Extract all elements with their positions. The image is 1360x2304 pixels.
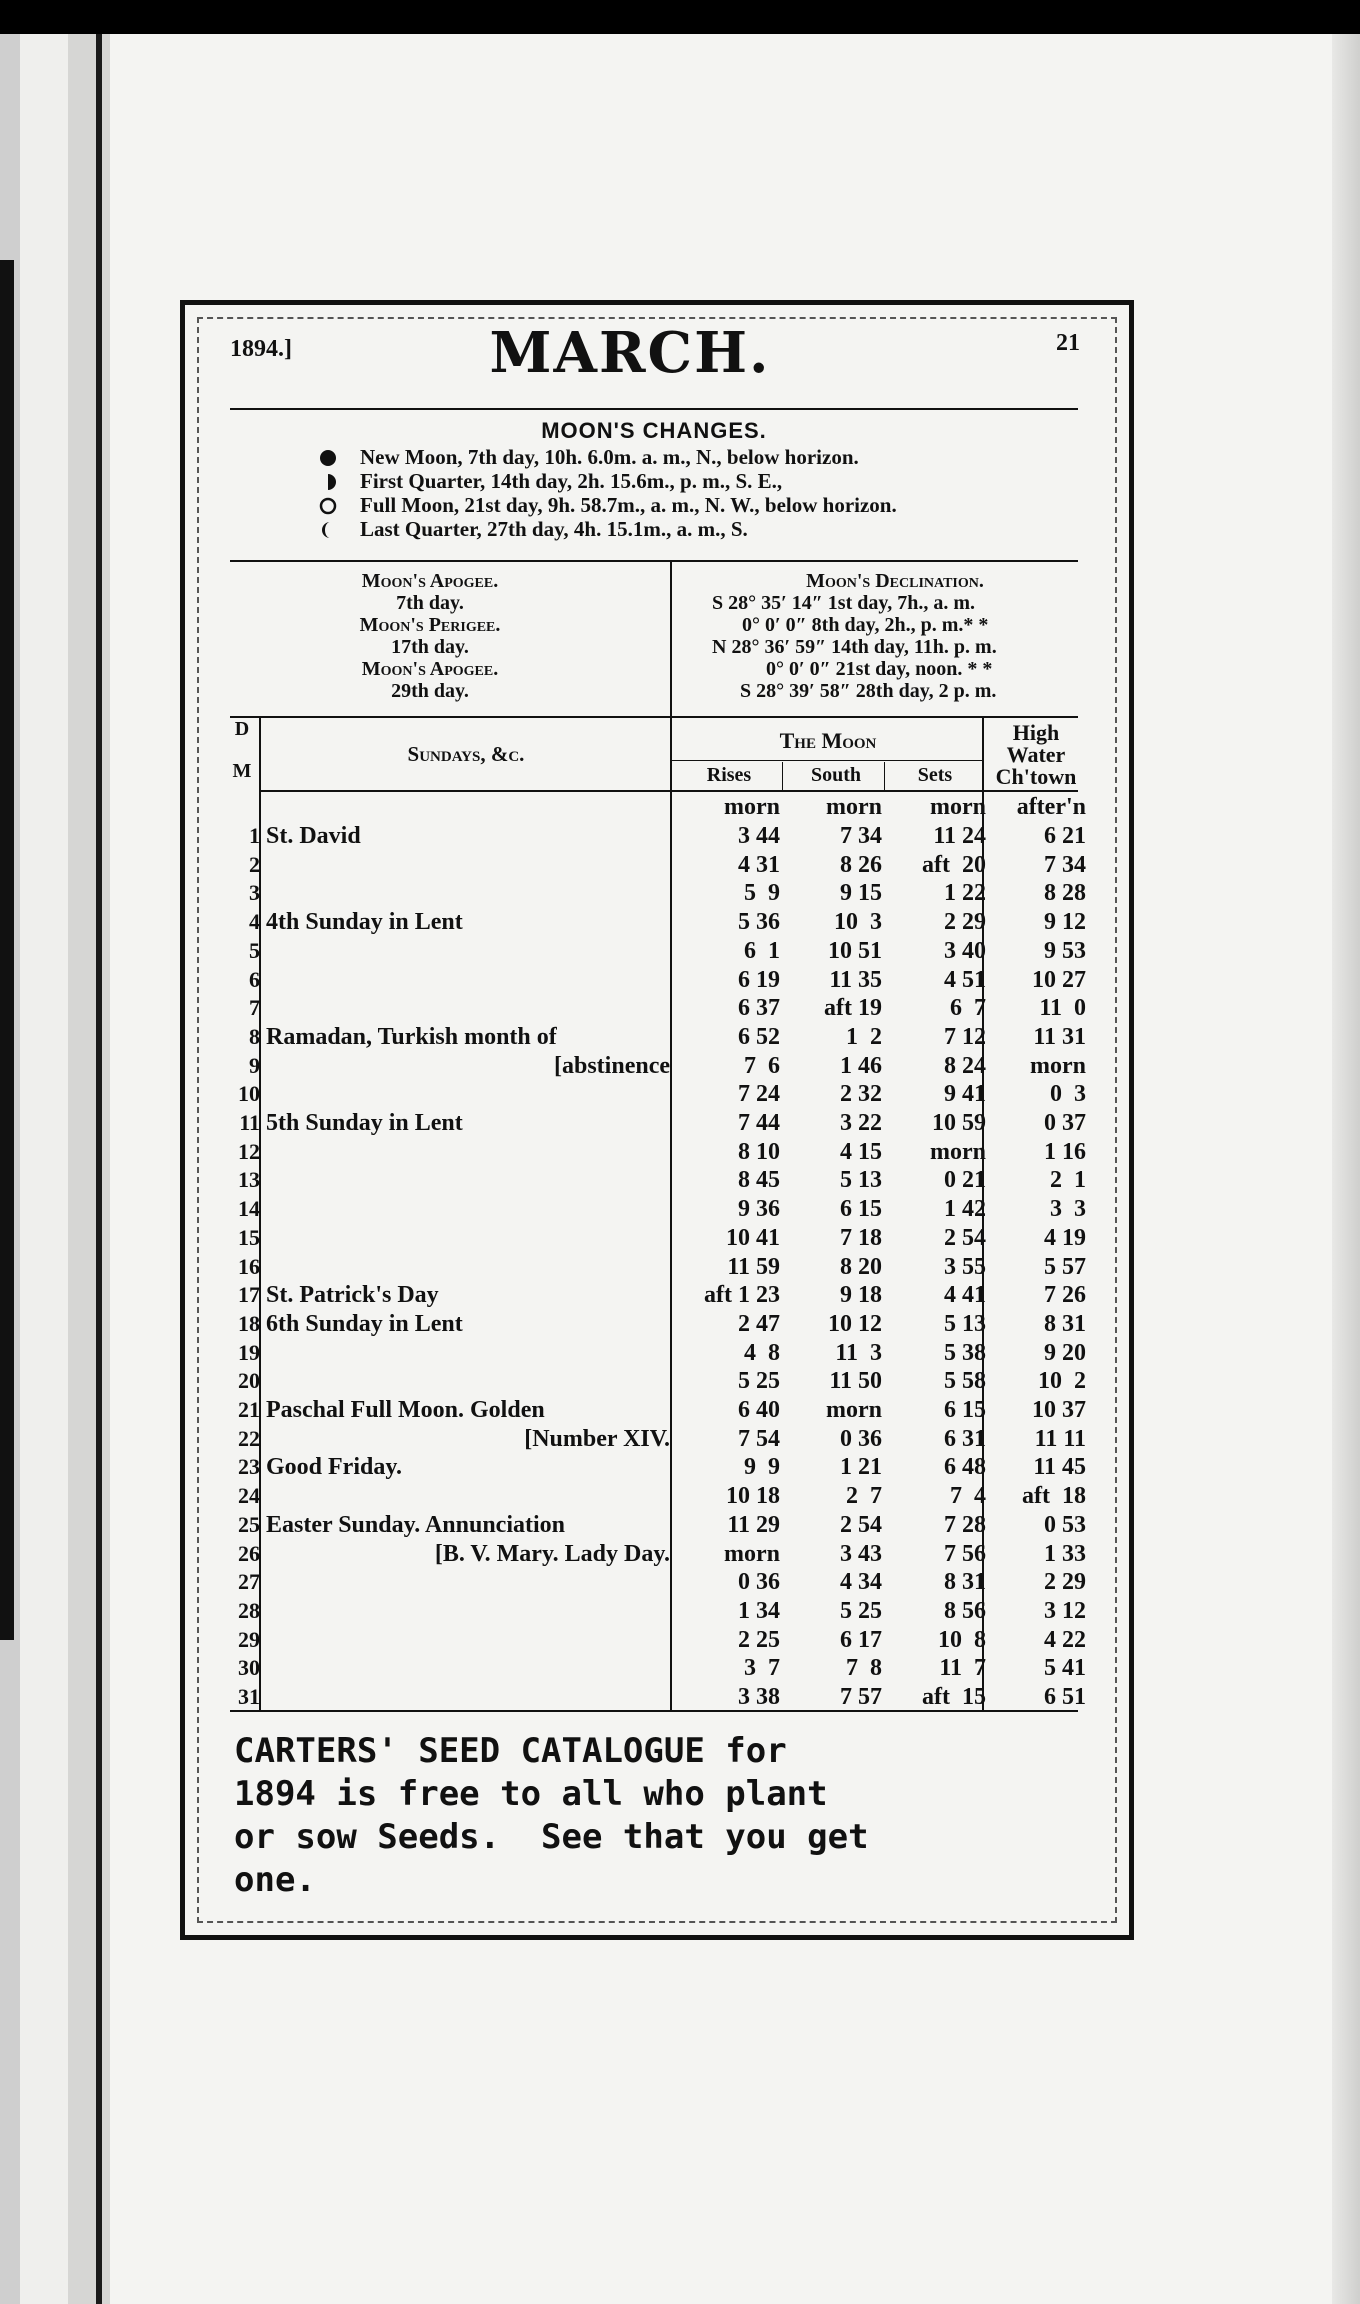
high-water: 0 53	[1044, 1511, 1086, 1538]
full-moon-icon	[318, 496, 338, 516]
day-number: 13	[238, 1167, 260, 1193]
moon-changes-rule	[230, 560, 1078, 562]
moon-rises: 9 9	[744, 1454, 780, 1481]
moon-south: aft 19	[824, 995, 882, 1022]
high-water: 11 31	[1033, 1023, 1086, 1050]
event-text: St. Patrick's Day	[266, 1282, 439, 1309]
moon-sets: 7 28	[944, 1511, 986, 1538]
first-quarter-icon	[318, 472, 338, 492]
high-water: 10 27	[1032, 966, 1086, 993]
units-row	[0, 794, 1360, 823]
high-water: 7 26	[1044, 1282, 1086, 1309]
moon-rises: 6 37	[738, 995, 780, 1022]
col-south-label: South	[810, 764, 862, 786]
moon-change-last-quarter: Last Quarter, 27th day, 4h. 15.1m., a. m., S.	[360, 517, 748, 541]
moon-sets: 7 4	[950, 1483, 986, 1510]
moon-sets: 4 41	[944, 1282, 986, 1309]
moon-rises: aft 1 23	[704, 1282, 780, 1309]
high-water: 5 57	[1044, 1253, 1086, 1280]
moon-south: 1 46	[840, 1052, 882, 1079]
moon-sets: 5 13	[944, 1310, 986, 1337]
moon-rises: 7 54	[738, 1425, 780, 1452]
day-number: 6	[249, 966, 260, 992]
moon-south: 3 22	[840, 1110, 882, 1136]
high-water: 6 21	[1044, 823, 1086, 849]
units-south: morn	[826, 794, 882, 820]
apogee2-line-2: 29th day.	[391, 680, 469, 702]
moon-changes-title: MOON'S CHANGES.	[541, 418, 767, 443]
moon-rises: 8 45	[738, 1167, 780, 1194]
table-row	[0, 1368, 1360, 1397]
declination-line: 0° 0′ 0″ 8th day, 2h., p. m.* *	[742, 614, 989, 636]
moon-sets: 11 24	[933, 823, 986, 849]
moon-sets: morn	[930, 1138, 986, 1165]
moon-south: 0 36	[840, 1425, 882, 1452]
moon-sets: aft 20	[922, 851, 986, 878]
table-row	[0, 1512, 1360, 1541]
moon-sets: 6 7	[950, 995, 986, 1022]
moon-rises: 4 8	[744, 1339, 780, 1366]
table-row	[0, 1053, 1360, 1082]
moon-rises: 5 9	[744, 880, 780, 907]
apogee-line-2: 7th day.	[396, 592, 464, 614]
high-water: 1 16	[1044, 1138, 1086, 1165]
moon-south: 1 2	[846, 1023, 882, 1050]
table-row	[0, 1225, 1360, 1254]
moon-rises: 2 25	[738, 1626, 780, 1653]
moon-rises: 8 10	[738, 1138, 780, 1165]
high-water: aft 18	[1022, 1483, 1086, 1510]
high-water: 8 28	[1044, 880, 1086, 907]
moon-sets: 5 38	[944, 1339, 986, 1366]
event-text: [abstinence	[554, 1052, 670, 1079]
moon-rises: 11 29	[727, 1511, 780, 1538]
moon-south: 4 15	[840, 1138, 882, 1165]
day-number: 27	[238, 1569, 260, 1595]
day-number: 16	[238, 1253, 260, 1279]
declination-line: S 28° 35′ 14″ 1st day, 7h., a. m.	[712, 592, 976, 614]
moon-sets: 9 41	[944, 1081, 986, 1108]
high-water: 1 33	[1044, 1540, 1086, 1567]
header-rule	[230, 408, 1078, 410]
moon-rises: 7 6	[744, 1052, 780, 1079]
moon-south: 8 20	[840, 1253, 882, 1280]
moon-sets: 6 31	[944, 1425, 986, 1452]
moon-rises: 2 47	[738, 1310, 780, 1337]
moon-rises: 6 19	[738, 966, 780, 993]
declination-title: Moon's Declination.	[806, 570, 984, 592]
day-number: 12	[238, 1138, 260, 1164]
moon-south: 11 3	[835, 1339, 882, 1366]
moon-sets: 3 40	[944, 937, 986, 964]
day-number: 11	[239, 1110, 260, 1135]
col-sundays-label: Sundays, &c.	[407, 742, 525, 766]
high-water: 10 2	[1038, 1368, 1086, 1395]
apogee2-line-1: Moon's Apogee.	[361, 658, 499, 680]
moon-rises: 6 40	[738, 1397, 780, 1423]
col-water-label: Water	[1006, 742, 1066, 767]
table-top-rule	[230, 716, 1078, 718]
moon-sets: 4 51	[944, 966, 986, 993]
apogee-line-1: Moon's Apogee.	[361, 570, 499, 592]
moon-sets: 11 7	[939, 1655, 986, 1682]
moon-south: 8 26	[840, 851, 882, 878]
moon-change-full: Full Moon, 21st day, 9h. 58.7m., a. m., N. W., below horizon.	[360, 493, 897, 517]
moon-rises: 3 7	[744, 1655, 780, 1682]
moon-rises: 4 31	[738, 851, 780, 878]
moon-south: 2 32	[840, 1081, 882, 1108]
day-number: 20	[238, 1368, 260, 1394]
day-number: 1	[249, 823, 260, 848]
col-d-label: D	[234, 718, 250, 740]
moon-south: 9 15	[840, 880, 882, 907]
table-row	[0, 823, 1360, 852]
day-number: 9	[249, 1052, 260, 1078]
apogee-divider	[670, 562, 672, 722]
event-text: St. David	[266, 823, 361, 849]
units-rises: morn	[724, 794, 780, 820]
high-water: 4 19	[1044, 1224, 1086, 1251]
event-text: Ramadan, Turkish month of	[266, 1023, 557, 1050]
moon-south: 5 13	[840, 1167, 882, 1194]
high-water: 2 1	[1050, 1167, 1086, 1194]
day-number: 18	[238, 1310, 260, 1336]
day-number: 8	[249, 1023, 260, 1049]
scan-top-border	[0, 0, 1360, 34]
high-water: 9 12	[1044, 909, 1086, 936]
event-text: 6th Sunday in Lent	[266, 1310, 463, 1337]
table-bottom-rule	[230, 1710, 1078, 1712]
table-row	[0, 1483, 1360, 1512]
moon-south: 2 54	[840, 1511, 882, 1538]
event-text: 4th Sunday in Lent	[266, 909, 463, 936]
table-row	[0, 1311, 1360, 1340]
table-row	[0, 852, 1360, 881]
col-divider-rises	[782, 762, 783, 792]
moon-sets: 1 22	[944, 880, 986, 907]
table-row	[0, 1541, 1360, 1570]
moon-rises: 10 41	[726, 1224, 780, 1251]
day-number: 17	[238, 1282, 260, 1308]
units-sets: morn	[930, 794, 986, 820]
moon-south: 10 3	[834, 909, 882, 936]
moon-sets: aft 15	[922, 1684, 986, 1710]
moon-sets: 7 12	[944, 1023, 986, 1050]
event-text: [Number XIV.	[524, 1425, 670, 1452]
last-quarter-icon	[318, 520, 338, 540]
high-water: 9 53	[1044, 937, 1086, 964]
table-row	[0, 1167, 1360, 1196]
moon-rises: 11 59	[727, 1253, 780, 1280]
col-the-moon-label: The Moon	[779, 728, 877, 753]
col-rises-label: Rises	[706, 764, 752, 786]
page-number: 21	[1056, 330, 1080, 356]
table-row	[0, 1196, 1360, 1225]
moon-sets: 8 56	[944, 1597, 986, 1624]
moon-sets: 8 31	[944, 1569, 986, 1596]
moon-rises: 6 52	[738, 1023, 780, 1050]
event-text: Paschal Full Moon. Golden	[266, 1397, 545, 1423]
moon-sets: 2 29	[944, 909, 986, 936]
event-text: [B. V. Mary. Lady Day.	[434, 1540, 670, 1567]
high-water: morn	[1030, 1052, 1086, 1079]
table-row	[0, 1024, 1360, 1053]
declination-line: N 28° 36′ 59″ 14th day, 11h. p. m.	[712, 636, 997, 658]
moon-sets: 10 59	[932, 1110, 986, 1136]
col-m-label: M	[232, 760, 252, 782]
day-number: 7	[249, 995, 260, 1021]
moon-south: 7 34	[840, 823, 882, 849]
day-number: 26	[238, 1540, 260, 1566]
day-number: 19	[238, 1339, 260, 1365]
day-number: 14	[238, 1196, 260, 1222]
day-number: 22	[238, 1425, 260, 1451]
moon-sets: 6 15	[944, 1397, 986, 1423]
moon-south: 1 21	[840, 1454, 882, 1481]
moon-rises: 3 44	[738, 823, 780, 849]
high-water: 0 3	[1050, 1081, 1086, 1108]
page-title: MARCH.	[489, 320, 771, 386]
high-water: 5 41	[1044, 1655, 1086, 1682]
moon-south: 10 51	[828, 937, 882, 964]
moon-sets: 0 21	[944, 1167, 986, 1194]
moon-south: 3 43	[840, 1540, 882, 1567]
units-high-water: after'n	[1016, 794, 1086, 820]
moon-rises: 0 36	[738, 1569, 780, 1596]
day-number: 21	[238, 1397, 260, 1422]
high-water: 6 51	[1044, 1684, 1086, 1710]
moon-rises: 5 36	[738, 909, 780, 936]
header-year: 1894.]	[230, 336, 292, 362]
table-row	[0, 1282, 1360, 1311]
day-number: 28	[238, 1597, 260, 1623]
moon-sets: 8 24	[944, 1052, 986, 1079]
moon-rises: 3 38	[738, 1684, 780, 1710]
high-water: 3 12	[1044, 1597, 1086, 1624]
moon-sets: 1 42	[944, 1196, 986, 1223]
moon-south: 7 57	[840, 1684, 882, 1710]
high-water: 9 20	[1044, 1339, 1086, 1366]
table-row	[0, 1340, 1360, 1369]
table-row	[0, 967, 1360, 996]
table-row	[0, 938, 1360, 967]
high-water: 10 37	[1032, 1397, 1086, 1423]
moon-south: 11 50	[829, 1368, 882, 1395]
moon-rises: 6 1	[744, 937, 780, 964]
moon-rises: 9 36	[738, 1196, 780, 1223]
moon-south: morn	[826, 1397, 882, 1423]
moon-rises: 5 25	[738, 1368, 780, 1395]
moon-south: 10 12	[828, 1310, 882, 1337]
table-row	[0, 1081, 1360, 1110]
moon-rises: 7 44	[738, 1110, 780, 1136]
moon-south: 2 7	[846, 1483, 882, 1510]
perigee-line-2: 17th day.	[391, 636, 469, 658]
moon-south: 7 18	[840, 1224, 882, 1251]
day-number: 15	[238, 1224, 260, 1250]
day-number: 10	[238, 1081, 260, 1107]
moon-sets: 2 54	[944, 1224, 986, 1251]
day-number: 30	[238, 1655, 260, 1681]
high-water: 2 29	[1044, 1569, 1086, 1596]
perigee-line-1: Moon's Perigee.	[359, 614, 501, 636]
moon-sets: 10 8	[938, 1626, 986, 1653]
high-water: 11 11	[1034, 1425, 1086, 1452]
table-row	[0, 995, 1360, 1024]
moon-change-first-quarter: First Quarter, 14th day, 2h. 15.6m., p. m., S. E.,	[360, 469, 783, 493]
moon-south: 4 34	[840, 1569, 882, 1596]
moon-south: 6 15	[840, 1196, 882, 1223]
day-number: 2	[249, 851, 260, 877]
new-moon-icon	[318, 448, 338, 468]
declination-line: 0° 0′ 0″ 21st day, noon. * *	[766, 658, 993, 680]
table-row	[0, 909, 1360, 938]
event-text: 5th Sunday in Lent	[266, 1110, 463, 1136]
seed-catalogue-advertisement: CARTERS' SEED CATALOGUE for 1894 is free to all who plant or sow Seeds. See that you get one.	[234, 1731, 869, 1900]
high-water: 3 3	[1050, 1196, 1086, 1223]
high-water: 0 37	[1044, 1110, 1086, 1136]
table-row	[0, 1569, 1360, 1598]
day-number: 29	[238, 1626, 260, 1652]
moon-south: 5 25	[840, 1597, 882, 1624]
day-number: 5	[249, 937, 260, 963]
col-chtown-label: Ch'town	[995, 764, 1077, 789]
day-number: 25	[238, 1511, 260, 1537]
table-row	[0, 880, 1360, 909]
table-row	[0, 1139, 1360, 1168]
high-water: 11 0	[1039, 995, 1086, 1022]
day-number: 24	[238, 1483, 260, 1509]
table-row	[0, 1254, 1360, 1283]
moon-sets: 5 58	[944, 1368, 986, 1395]
high-water: 7 34	[1044, 851, 1086, 878]
moon-rises: 7 24	[738, 1081, 780, 1108]
moon-south: 9 18	[840, 1282, 882, 1309]
moon-header-rule	[672, 760, 982, 761]
table-row	[0, 1684, 1360, 1713]
table-row	[0, 1454, 1360, 1483]
col-divider-south	[884, 762, 885, 792]
moon-sets: 3 55	[944, 1253, 986, 1280]
col-high-label: High	[1012, 720, 1060, 745]
moon-change-new: New Moon, 7th day, 10h. 6.0m. a. m., N., below horizon.	[360, 445, 859, 469]
header-bottom-rule	[260, 790, 1078, 792]
moon-rises: 10 18	[726, 1483, 780, 1510]
table-row	[0, 1627, 1360, 1656]
day-number: 23	[238, 1454, 260, 1480]
day-number: 4	[249, 909, 260, 935]
table-row	[0, 1655, 1360, 1684]
moon-south: 6 17	[840, 1626, 882, 1653]
event-text: Easter Sunday. Annunciation	[266, 1511, 566, 1538]
moon-sets: 6 48	[944, 1454, 986, 1481]
col-sets-label: Sets	[917, 764, 953, 786]
high-water: 4 22	[1044, 1626, 1086, 1653]
moon-sets: 7 56	[944, 1540, 986, 1567]
high-water: 8 31	[1044, 1310, 1086, 1337]
table-row	[0, 1110, 1360, 1139]
declination-line: S 28° 39′ 58″ 28th day, 2 p. m.	[740, 680, 997, 702]
event-text: Good Friday.	[266, 1454, 403, 1481]
high-water: 11 45	[1033, 1454, 1086, 1481]
moon-rises: 1 34	[738, 1597, 780, 1624]
table-row	[0, 1397, 1360, 1426]
moon-south: 7 8	[846, 1655, 882, 1682]
day-number: 3	[249, 880, 260, 906]
table-row	[0, 1598, 1360, 1627]
table-row	[0, 1426, 1360, 1455]
moon-rises: morn	[724, 1540, 780, 1567]
moon-south: 11 35	[829, 966, 882, 993]
day-number: 31	[238, 1684, 260, 1709]
